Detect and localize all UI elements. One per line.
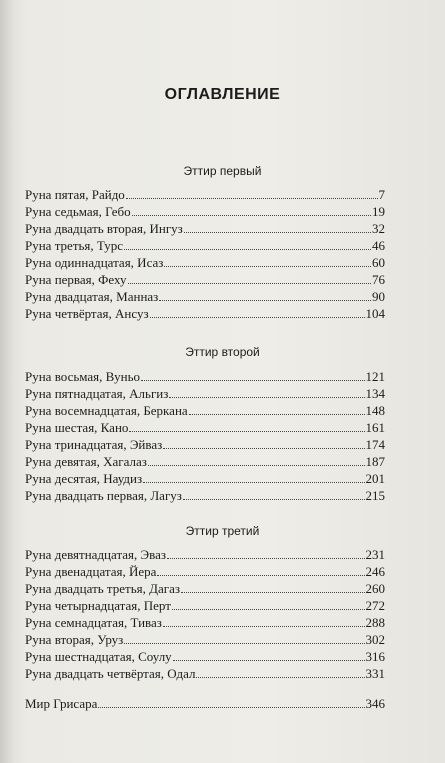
page-title: ОГЛАВЛЕНИЕ xyxy=(164,86,281,103)
entry-page: 288 xyxy=(365,615,385,630)
toc-entry[interactable] xyxy=(25,186,385,203)
leader-dots xyxy=(163,448,364,449)
toc-entry[interactable] xyxy=(25,665,385,682)
entry-page: 121 xyxy=(365,369,385,384)
section-heading-1: Эттир первый xyxy=(183,164,262,178)
entry-page: 60 xyxy=(372,255,385,270)
leader-dots xyxy=(164,266,371,267)
toc-entry[interactable] xyxy=(25,563,385,580)
entry-page: 134 xyxy=(365,386,385,401)
entry-label: Руна пятая, Райдо xyxy=(25,187,125,202)
entry-label: Руна тринадцатая, Эйваз xyxy=(25,437,163,452)
leader-dots xyxy=(167,558,365,559)
leader-dots xyxy=(169,397,364,398)
entry-page: 215 xyxy=(365,488,385,503)
entry-label: Руна четвёртая, Ансуз xyxy=(25,306,149,321)
entry-page: 104 xyxy=(365,306,385,321)
entry-page: 174 xyxy=(365,437,385,452)
toc-entry[interactable] xyxy=(25,419,385,436)
entry-label: Руна двадцать третья, Дагаз xyxy=(25,581,180,596)
entry-page: 161 xyxy=(365,420,385,435)
leader-dots xyxy=(183,499,365,500)
entry-label: Руна первая, Феху xyxy=(25,272,127,287)
leader-dots xyxy=(124,643,364,644)
entry-page: 316 xyxy=(365,649,385,664)
entry-page: 7 xyxy=(378,187,385,202)
entry-page: 272 xyxy=(365,598,385,613)
entry-label: Руна двадцать вторая, Ингуз xyxy=(25,221,183,236)
entry-page: 246 xyxy=(365,564,385,579)
toc-entry[interactable] xyxy=(25,487,385,504)
toc-appendix xyxy=(25,695,385,712)
entry-label: Руна пятнадцатая, Альгиз xyxy=(25,386,169,401)
entry-label: Руна девятнадцатая, Эваз xyxy=(25,547,166,562)
entry-page: 148 xyxy=(365,403,385,418)
entry-page: 201 xyxy=(365,471,385,486)
toc-entry[interactable] xyxy=(25,237,385,254)
toc-section-1 xyxy=(25,186,385,322)
toc-entry[interactable] xyxy=(25,288,385,305)
toc-entry[interactable] xyxy=(25,648,385,665)
leader-dots xyxy=(129,431,364,432)
page-gutter-shadow xyxy=(0,0,14,763)
toc-entry[interactable] xyxy=(25,580,385,597)
toc-entry[interactable] xyxy=(25,453,385,470)
toc-section-3 xyxy=(25,546,385,682)
leader-dots xyxy=(157,575,364,576)
leader-dots xyxy=(159,300,371,301)
entry-label: Руна двенадцатая, Йера xyxy=(25,564,157,579)
leader-dots xyxy=(143,482,364,483)
leader-dots xyxy=(126,198,378,199)
toc-entry[interactable] xyxy=(25,436,385,453)
leader-dots xyxy=(173,660,365,661)
entry-page: 187 xyxy=(365,454,385,469)
toc-entry[interactable] xyxy=(25,631,385,648)
entry-page: 331 xyxy=(365,666,385,681)
toc-entry[interactable] xyxy=(25,546,385,563)
entry-label: Руна двадцать четвёртая, Одал xyxy=(25,666,196,681)
entry-label: Руна девятая, Хагалаз xyxy=(25,454,147,469)
leader-dots xyxy=(128,283,371,284)
toc-entry[interactable] xyxy=(25,203,385,220)
toc-entry[interactable] xyxy=(25,254,385,271)
entry-page: 76 xyxy=(372,272,385,287)
entry-label: Руна шестая, Кано xyxy=(25,420,129,435)
toc-entry[interactable] xyxy=(25,385,385,402)
entry-page: 346 xyxy=(365,696,385,711)
leader-dots xyxy=(181,592,365,593)
leader-dots xyxy=(184,232,371,233)
toc-entry[interactable] xyxy=(25,271,385,288)
leader-dots xyxy=(148,465,365,466)
toc-entry[interactable] xyxy=(25,368,385,385)
toc-entry[interactable] xyxy=(25,597,385,614)
toc-entry[interactable] xyxy=(25,470,385,487)
entry-label: Руна восемнадцатая, Беркана xyxy=(25,403,188,418)
entry-label: Руна вторая, Уруз xyxy=(25,632,124,647)
entry-label: Руна шестнадцатая, Соулу xyxy=(25,649,172,664)
leader-dots xyxy=(189,414,365,415)
entry-page: 231 xyxy=(365,547,385,562)
toc-entry-appendix[interactable] xyxy=(25,695,385,712)
entry-label: Руна десятая, Наудиз xyxy=(25,471,143,486)
toc-entry[interactable] xyxy=(25,220,385,237)
entry-page: 46 xyxy=(372,238,385,253)
leader-dots xyxy=(132,215,371,216)
section-heading-2: Эттир второй xyxy=(185,345,260,359)
leader-dots xyxy=(163,626,365,627)
leader-dots xyxy=(98,707,364,708)
entry-label: Руна третья, Турс xyxy=(25,238,123,253)
entry-page: 90 xyxy=(372,289,385,304)
entry-label: Руна семнадцатая, Тиваз xyxy=(25,615,162,630)
entry-label: Руна двадцать первая, Лагуз xyxy=(25,488,182,503)
entry-label: Руна четырнадцатая, Перт xyxy=(25,598,171,613)
entry-label: Руна седьмая, Гебо xyxy=(25,204,131,219)
entry-page: 260 xyxy=(365,581,385,596)
section-heading-3: Эттир третий xyxy=(185,524,260,538)
entry-label: Руна двадцатая, Манназ xyxy=(25,289,159,304)
toc-entry[interactable] xyxy=(25,614,385,631)
entry-label: Руна восьмая, Вуньо xyxy=(25,369,141,384)
toc-entry[interactable] xyxy=(25,305,385,322)
entry-page: 302 xyxy=(365,632,385,647)
toc-section-2 xyxy=(25,368,385,504)
entry-page: 32 xyxy=(372,221,385,236)
leader-dots xyxy=(172,609,365,610)
entry-label: Мир Грисара xyxy=(25,696,98,711)
leader-dots xyxy=(196,677,364,678)
entry-label: Руна одиннадцатая, Исаз xyxy=(25,255,164,270)
toc-entry[interactable] xyxy=(25,402,385,419)
entry-page: 19 xyxy=(372,204,385,219)
leader-dots xyxy=(124,249,371,250)
leader-dots xyxy=(150,317,365,318)
leader-dots xyxy=(141,380,364,381)
